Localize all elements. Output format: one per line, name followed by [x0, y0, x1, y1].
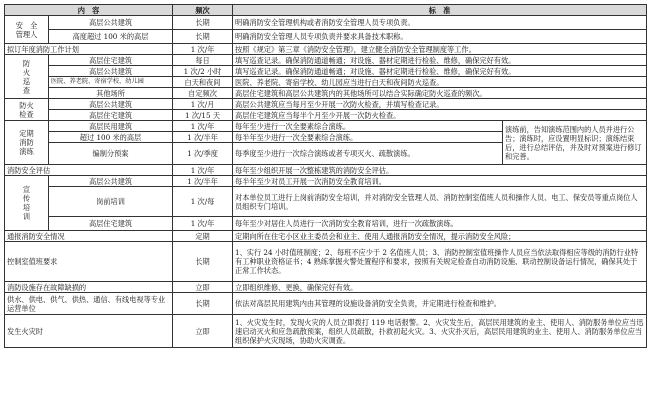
standard-cell: 明确消防安全管理人员专项负责并要求具备技术职称。	[233, 30, 647, 44]
standard-cell: 每年至少对居住人员进行一次消防安全教育培训，进行一次疏散演练。	[233, 217, 647, 231]
frequency-cell: 长期	[173, 16, 233, 30]
standard-cell: 立即组织维修、更换，确保完好有效。	[233, 282, 647, 293]
standard-cell: 医院、养老院、寄宿学校、幼儿园应当进行白天和夜间防火巡查。	[233, 77, 647, 88]
header-frequency: 频次	[173, 5, 233, 16]
table-row	[5, 242, 647, 282]
table-header-row	[5, 5, 647, 16]
standard-cell: 按照《规定》第三章《消防安全管理》，建立健全消防安全管理制度等工作。	[233, 44, 647, 55]
table-row	[5, 88, 647, 99]
frequency-cell: 白天和夜间	[173, 77, 233, 88]
table-row	[5, 121, 647, 132]
standard-cell: 每季度至少进行一次综合演练或者专项灭火、疏散演练。	[233, 143, 503, 165]
standard-cell: 高层住宅建筑和高层公共建筑内的其他场所可以结合实际确定防火巡查的频次。	[233, 88, 647, 99]
standard-cell: 定期向所在住宅小区业主委员会和业主、使用人通报消防安全情况，提示消防安全风险；	[233, 231, 647, 242]
frequency-cell: 1 次/月	[173, 99, 233, 110]
table-row	[5, 217, 647, 231]
table-row	[5, 187, 647, 217]
table-row	[5, 16, 647, 30]
standard-cell: 依法对高层民用建筑内由其管理的设施设备消防安全负责，并定期进行检查和维护。	[233, 293, 647, 315]
table-row	[5, 315, 647, 348]
frequency-cell: 1 次/年	[173, 121, 233, 132]
item-cell: 超过 100 米的高层	[49, 132, 173, 143]
standard-cell: 1、实行 24 小时值班制度；2、每班不应少于 2 名值班人员；3、消防控制室值班操作人员应当依法取得相应等级的消防行业特有工种职业资格证书；4 熟练掌握火警处置程序和要求，按照有关规定检查自动消防设施、联动控制设备运行情况，确保其处于正常工作状态。	[233, 242, 647, 282]
frequency-cell: 1 次/年	[173, 44, 233, 55]
item-cell: 编制分预案	[49, 143, 173, 165]
table-row	[5, 66, 647, 77]
standard-cell: 填写巡查记录。确保消防通道畅通；对设施、器材定期进行检验、维修，确保完好有效。	[233, 55, 647, 66]
standard-cell: 每半年至少对员工开展一次消防安全教育培训。	[233, 176, 647, 187]
fire-safety-standards-table	[4, 4, 647, 348]
item-cell: 发生火灾时	[5, 315, 173, 348]
table-row	[5, 99, 647, 110]
item-cell: 高层住宅建筑	[49, 110, 173, 121]
item-cell: 高层民用建筑	[49, 121, 173, 132]
frequency-cell: 1 次/每	[173, 187, 233, 217]
item-cell: 高层住宅建筑	[49, 217, 173, 231]
table-row	[5, 30, 647, 44]
frequency-cell: 1 次/半年	[173, 176, 233, 187]
frequency-cell: 1 次/季度	[173, 143, 233, 165]
item-cell: 高度超过 100 米的高层	[49, 30, 173, 44]
category-fire-patrol: 防 火 巡 查	[5, 55, 49, 99]
standard-cell: 每年至少组织开展一次整栋建筑的消防安全评估。	[233, 165, 647, 176]
category-safety-manager: 安 全 管理人	[5, 16, 49, 44]
table-row	[5, 293, 647, 315]
item-cell: 供水、供电、供气、供热、通信、有线电视等专业运营单位	[5, 293, 173, 315]
standard-cell: 明确消防安全管理机构或者消防安全管理人员专项负责。	[233, 16, 647, 30]
standard-cell: 每年至少进行一次全要素综合演练。	[233, 121, 503, 132]
table-row	[5, 55, 647, 66]
header-standard: 标 准	[233, 5, 647, 16]
table-row	[5, 44, 647, 55]
item-cell: 高层公共建筑	[49, 99, 173, 110]
category-training: 宣 传 培 训	[5, 176, 49, 231]
frequency-cell: 立即	[173, 282, 233, 293]
frequency-cell: 长期	[173, 242, 233, 282]
frequency-cell: 1 次/半年	[173, 132, 233, 143]
standard-cell: 1、火灾发生时，发现火灾的人员立即拨打 119 电话报警。2、火灾发生后，高层民用建筑的业主、使用人、消防服务单位应当迅速启动灭火和应急疏散预案，组织人员疏散，扑救初起火灾。3、火灾扑灭后，高层民用建筑的业主、使用人、消防服务单位应当组织保护火灾现场，协助火灾调查。	[233, 315, 647, 348]
category-fire-inspection: 防火 检查	[5, 99, 49, 121]
table-row	[5, 77, 647, 88]
category-drill: 定期 消防 演练	[5, 121, 49, 165]
item-cell: 消防安全评估	[5, 165, 173, 176]
drill-note-cell: 演练前，告知演练范围内的人员并进行公告；演练时，应设置明显标识；演练结束后，进行总结评估，并及时对预案进行修订和完善。	[503, 121, 647, 165]
table-row	[5, 282, 647, 293]
table-row	[5, 110, 647, 121]
item-cell: 消防设施存在故障缺损的	[5, 282, 173, 293]
item-cell: 通报消防安全情况	[5, 231, 173, 242]
standard-cell: 高层住宅建筑应当每半个月至少开展一次防火检查。	[233, 110, 647, 121]
table-row	[5, 165, 647, 176]
item-cell: 拟订年度消防工作计划	[5, 44, 173, 55]
frequency-cell: 1 次/年	[173, 165, 233, 176]
standards-table-page	[4, 4, 646, 416]
frequency-cell: 1 次/2 小时	[173, 66, 233, 77]
item-cell: 高层公共建筑	[49, 66, 173, 77]
item-cell: 岗前培训	[49, 187, 173, 217]
header-content: 内 容	[5, 5, 173, 16]
item-cell: 控制室值班要求	[5, 242, 173, 282]
standard-cell: 填写巡查记录。确保消防通道畅通；对设施、器材定期进行检验、维修，确保完好有效。	[233, 66, 647, 77]
frequency-cell: 1 次/15 天	[173, 110, 233, 121]
standard-cell: 对本单位员工进行上岗前消防安全培训，并对消防安全管理人员、消防控制室值班人员和操作人员、电工、保安员等重点岗位人员组织专门培训。	[233, 187, 647, 217]
frequency-cell: 立即	[173, 315, 233, 348]
frequency-cell: 1 次/年	[173, 217, 233, 231]
item-cell: 高层公共建筑	[49, 16, 173, 30]
item-cell: 其他场所	[49, 88, 173, 99]
table-row	[5, 231, 647, 242]
frequency-cell: 长期	[173, 293, 233, 315]
item-cell: 高层公共建筑	[49, 176, 173, 187]
frequency-cell: 自定频次	[173, 88, 233, 99]
table-row	[5, 176, 647, 187]
frequency-cell: 每日	[173, 55, 233, 66]
item-cell: 医院、养老院、寄宿学校、幼儿园	[49, 77, 173, 88]
standard-cell: 高层公共建筑应当每月至少开展一次防火检查，并填写检查记录。	[233, 99, 647, 110]
item-cell: 高层住宅建筑	[49, 55, 173, 66]
standard-cell: 每半年至少进行一次全要素综合演练。	[233, 132, 503, 143]
frequency-cell: 长期	[173, 30, 233, 44]
frequency-cell: 定期	[173, 231, 233, 242]
